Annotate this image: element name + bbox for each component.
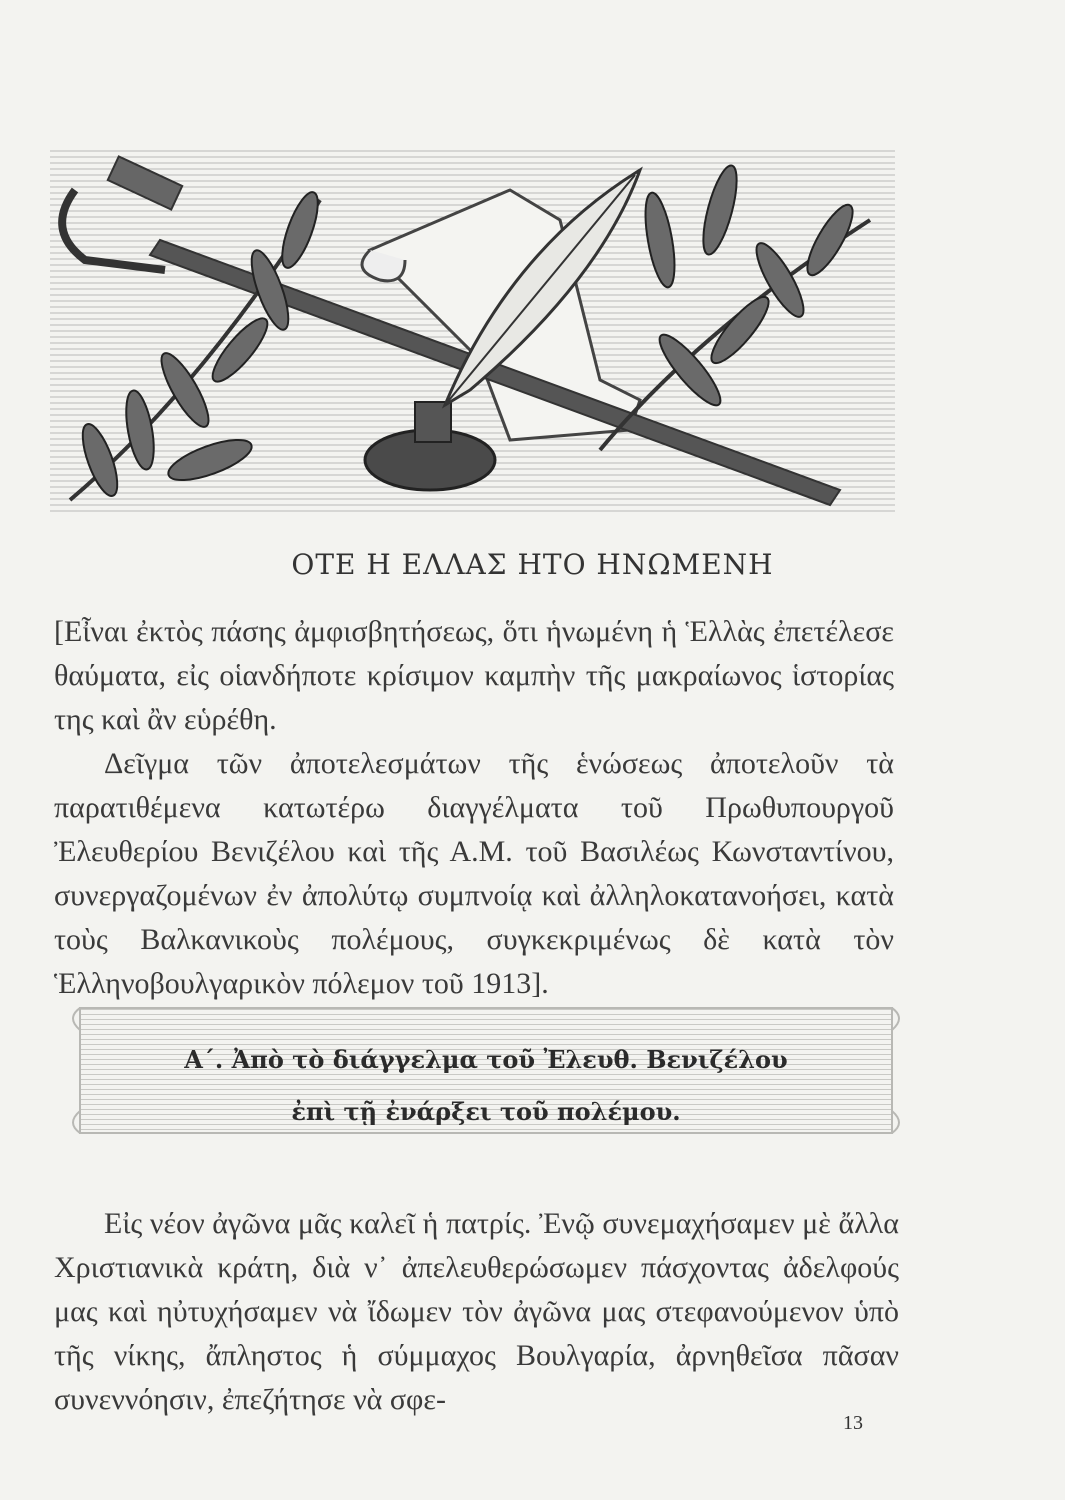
section-heading-banner — [66, 992, 906, 1147]
body-paragraph: Εἰς νέον ἀγῶνα μᾶς καλεῖ ἡ πατρίς. Ἐνῷ συνεμαχήσαμεν μὲ ἄλλα Χριστιανικὰ κράτη, διὰ ν᾽ ἀπελευθερώσωμεν πάσχοντας ἀδελφούς μας καὶ ηὐτυχήσαμεν νὰ ἴδωμεν τὸν ἀγῶνα μας στεφανούμενον ὑπὸ τῆς νίκης, ἄπληστος ἡ σύμμαχος Βουλγαρία, ἀρνηθεῖσα πᾶσαν συνεννόησιν, ἐπεζήτησε νὰ σφε- — [54, 1207, 899, 1416]
intro-paragraph: [Εἶναι ἐκτὸς πάσης ἀμφισβητήσεως, ὅτι ἡνωμένη ἡ Ἑλλὰς ἐπετέλεσε θαύματα, εἰς οἱανδήποτε κρίσιμον καμπὴν τῆς μακραίωνος ἱστορίας της καὶ ἂν εὑρέθη. — [54, 615, 894, 736]
page-number: 13 — [843, 1412, 863, 1434]
introduction-text — [54, 610, 894, 1006]
chapter-title: ΟΤΕ Η ΕΛΛΑΣ ΗΤΟ ΗΝΩΜΕΝΗ — [291, 548, 774, 581]
laurel-sword-quill-vignette — [40, 130, 900, 530]
intro-paragraph: Δεῖγμα τῶν ἀποτελεσμάτων τῆς ἑνώσεως ἀποτελοῦν τὰ παρατιθέμενα κατωτέρω διαγγέλματα τοῦ Πρωθυπουργοῦ Ἐλευθερίου Βενιζέλου καὶ τῆς Α.Μ. τοῦ Βασιλέως Κωνσταντίνου, συνεργαζομένων ἐν ἀπολύτῳ συμπνοίᾳ καὶ ἀλληλοκατανοήσει, κατὰ τοὺς Βαλκανικοὺς πολέμους, συγκεκριμένως δὲ κατὰ τὸν Ἑλληνοβουλγαρικὸν πόλεμον τοῦ 1913]. — [54, 747, 894, 1000]
section-heading-line: Α΄. Ἀπὸ τὸ διάγγελμα τοῦ Ἐλευθ. Βενιζέλου — [184, 1045, 788, 1074]
section-heading-line: ἐπὶ τῇ ἐνάρξει τοῦ πολέμου. — [291, 1097, 681, 1126]
